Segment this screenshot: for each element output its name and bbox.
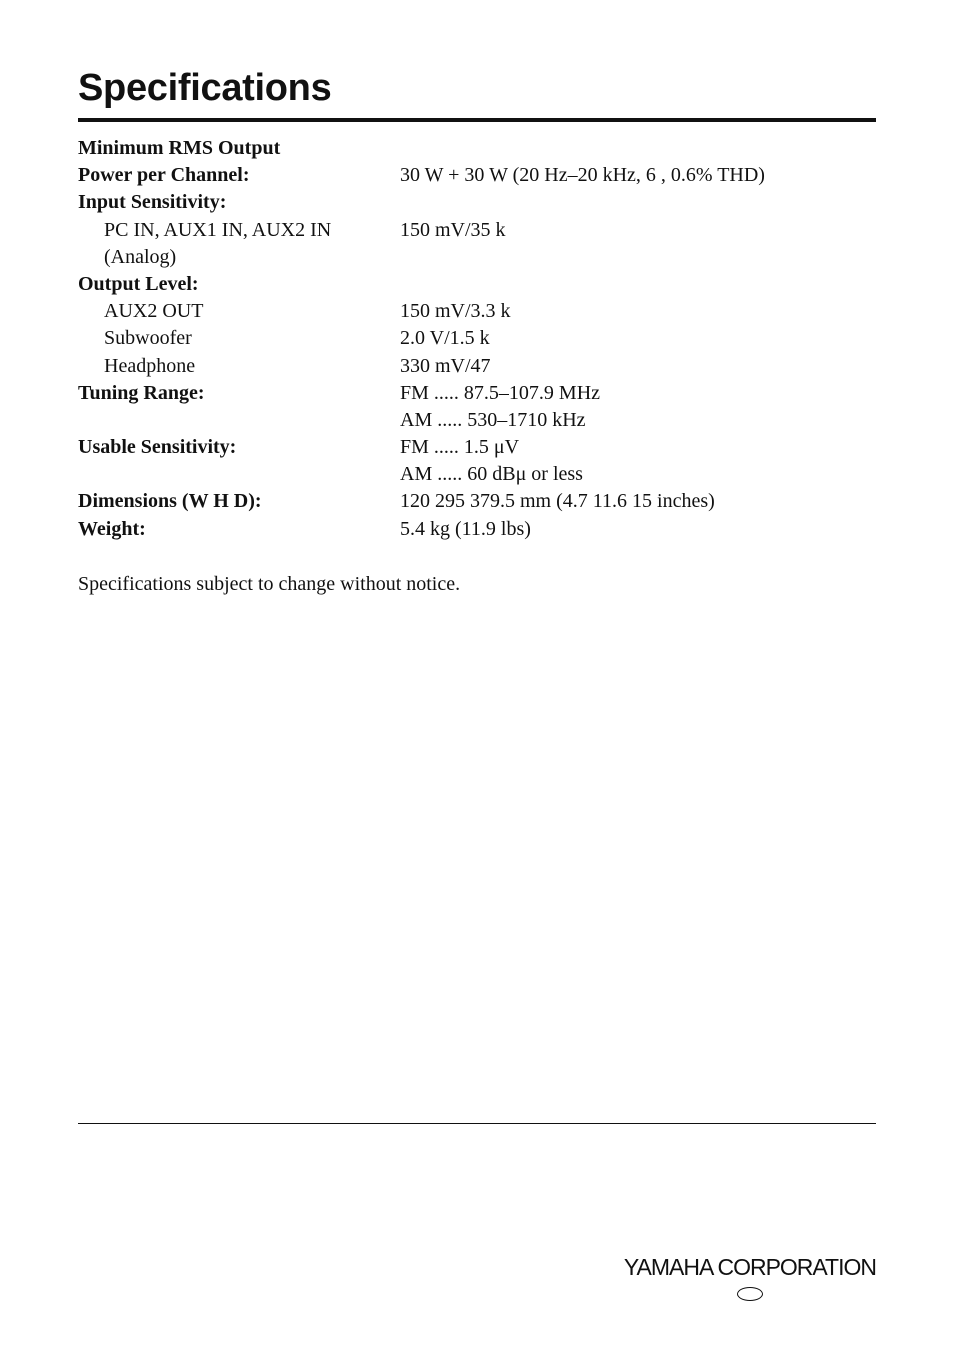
spec-label: Output Level:: [78, 272, 199, 295]
brand-logo: YAMAHA CORPORATION: [623, 1254, 876, 1280]
spec-label: Power per Channel:: [78, 164, 250, 187]
spec-row-subwoofer: [78, 325, 876, 352]
spec-value: 150 mV/3.3 k: [400, 300, 511, 323]
spec-value: [400, 271, 876, 298]
oval-mark-icon: [737, 1287, 763, 1301]
page-title: Specifications: [78, 67, 332, 109]
spec-label: Usable Sensitivity:: [78, 436, 237, 459]
title-divider: [78, 118, 876, 122]
spec-row-output-level: [78, 271, 876, 298]
spec-value: [400, 189, 876, 216]
spec-value: FM ..... 1.5 μV: [400, 436, 520, 459]
spec-value: 5.4 kg (11.9 lbs): [400, 517, 531, 540]
spec-label: Minimum RMS Output: [78, 137, 281, 159]
spec-value: 150 mV/35 k: [400, 218, 506, 241]
spec-label: AUX2 OUT: [104, 300, 204, 323]
spec-label: Headphone: [104, 354, 196, 377]
spec-label: Subwoofer: [104, 327, 192, 350]
spec-label: Input Sensitivity:: [78, 191, 227, 214]
spec-row-tuning-range-am: [78, 407, 876, 434]
spec-value: 120 295 379.5 mm (4.7 11.6 15 inches): [400, 490, 715, 513]
spec-label: Weight:: [78, 517, 146, 540]
change-notice: Specifications subject to change without notice.: [78, 573, 461, 595]
spec-row-minimum-rms-output: [78, 135, 876, 162]
spec-label: (Analog): [104, 245, 177, 268]
spec-row-usable-sensitivity-fm: [78, 434, 876, 461]
spec-value: AM ..... 530–1710 kHz: [400, 408, 586, 431]
spec-label: [78, 407, 400, 434]
spec-value: [400, 244, 876, 271]
spec-label: [78, 461, 400, 488]
spec-row-analog: [78, 244, 876, 271]
spec-value: 30 W + 30 W (20 Hz–20 kHz, 6 , 0.6% THD): [400, 164, 765, 187]
spec-value: 330 mV/47: [400, 354, 491, 377]
spec-table: [78, 135, 876, 543]
spec-label: PC IN, AUX1 IN, AUX2 IN: [104, 218, 332, 241]
spec-value: 2.0 V/1.5 k: [400, 327, 490, 350]
spec-value: FM ..... 87.5–107.9 MHz: [400, 381, 601, 404]
spec-value: AM ..... 60 dBμ or less: [400, 463, 583, 486]
spec-row-power-per-channel: [78, 162, 876, 189]
spec-value: [400, 135, 876, 162]
spec-row-tuning-range-fm: [78, 380, 876, 407]
spec-label: Tuning Range:: [78, 381, 205, 404]
spec-row-input-sensitivity: [78, 189, 876, 216]
spec-row-pc-aux-in: [78, 217, 876, 244]
spec-row-aux2-out: [78, 298, 876, 325]
spec-row-dimensions: [78, 488, 876, 515]
spec-row-usable-sensitivity-am: [78, 461, 876, 488]
spec-row-weight: [78, 516, 876, 543]
spec-row-headphone: [78, 353, 876, 380]
spec-label: Dimensions (W H D):: [78, 490, 262, 513]
footer-divider: [78, 1123, 876, 1124]
